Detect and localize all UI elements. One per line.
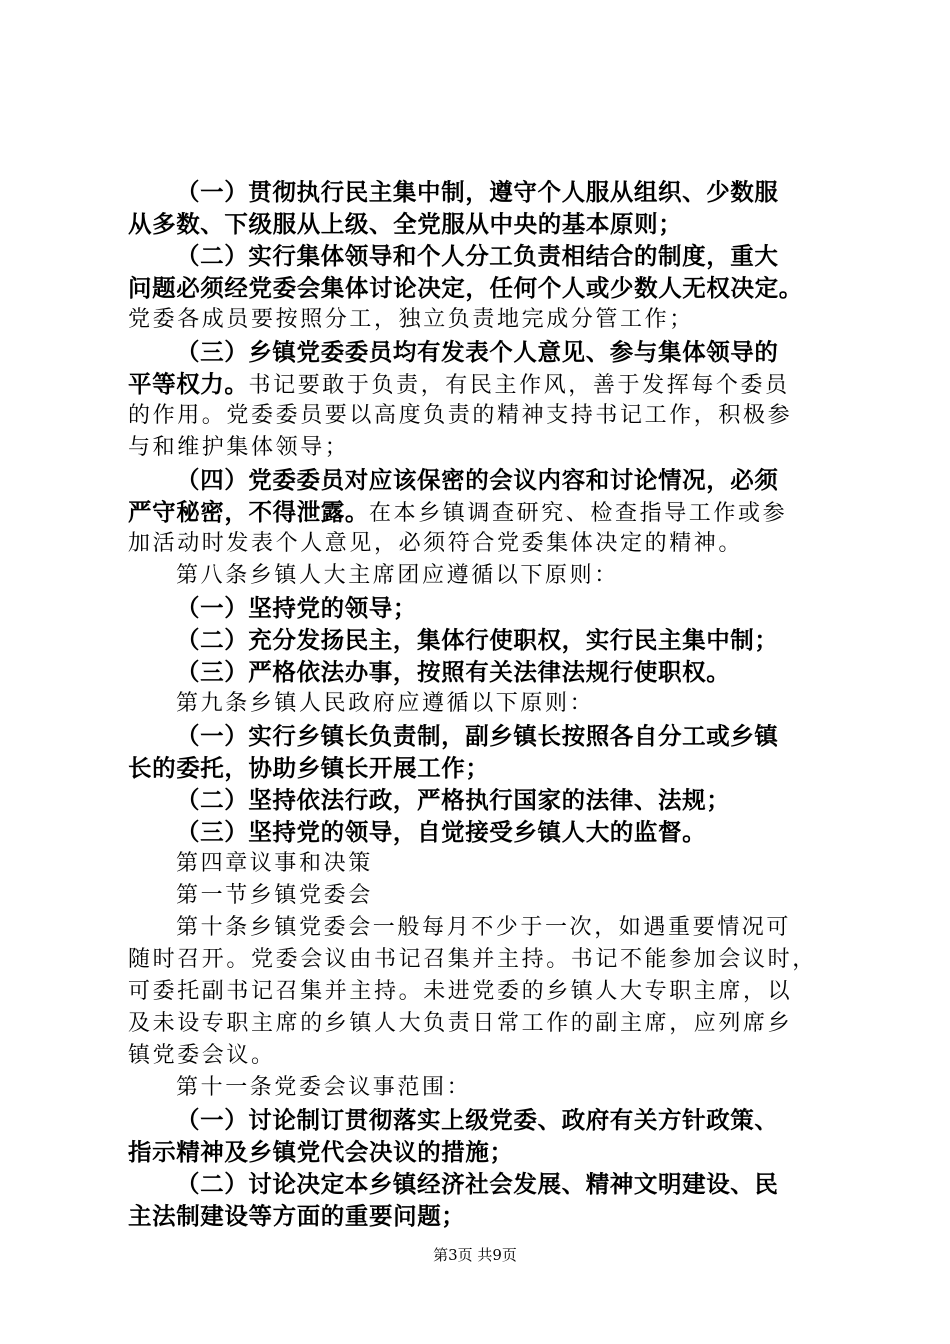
text-line-segment: 书记要敢于负责，有民主作风，善于发挥每个委员: [248, 373, 790, 398]
text-line: （二）实行集体领导和个人分工负责相结合的制度，重大: [176, 242, 779, 270]
text-line: （一）讨论制订贯彻落实上级党委、政府有关方针政策、: [176, 1106, 779, 1134]
text-line: （二）讨论决定本乡镇经济社会发展、精神文明建设、民: [176, 1170, 779, 1198]
text-line: [128, 496, 848, 528]
text-line: 第八条乡镇人大主席团应遵循以下原则：: [176, 563, 619, 588]
text-line: 及未设专职主席的乡镇人大负责日常工作的副主席，应列席乡: [128, 1011, 793, 1036]
text-line: （三）严格依法办事，按照有关法律法规行使职权。: [176, 658, 731, 686]
text-line: （三）乡镇党委委员均有发表个人意见、参与集体领导的: [176, 338, 779, 366]
text-line: 第十条乡镇党委会一般每月不少于一次，如遇重要情况可: [176, 915, 792, 940]
text-line: 加活动时发表个人意见，必须符合党委集体决定的精神。: [128, 531, 744, 556]
text-line: 第一节乡镇党委会: [176, 883, 373, 908]
text-line: 第九条乡镇人民政府应遵循以下原则：: [176, 691, 595, 716]
text-line: [128, 368, 848, 400]
text-line-segment: 在本乡镇调查研究、检查指导工作或参: [369, 501, 788, 526]
text-line: 问题必须经党委会集体讨论决定，任何个人或少数人无权决定。: [128, 274, 803, 302]
text-line: （二）坚持依法行政，严格执行国家的法律、法规；: [176, 786, 731, 814]
text-line: （二）充分发扬民主，集体行使职权，实行民主集中制；: [176, 626, 779, 654]
text-line-segment: 平等权力。: [128, 370, 249, 398]
text-line: 随时召开。党委会议由书记召集并主持。书记不能参加会议时，: [128, 947, 817, 972]
text-line: 指示精神及乡镇党代会决议的措施；: [128, 1138, 514, 1166]
document-body: [128, 176, 848, 1232]
text-line: 主法制建设等方面的重要问题；: [128, 1202, 466, 1230]
text-line: 党委各成员要按照分工，独立负责地完成分管工作；: [128, 307, 694, 332]
text-line: 镇党委会议。: [128, 1043, 276, 1068]
page-footer: 第3页 共9页: [433, 1246, 517, 1264]
text-line: 第四章议事和决策: [176, 851, 373, 876]
text-line: 第十一条党委会议事范围：: [176, 1075, 472, 1100]
text-line: （三）坚持党的领导，自觉接受乡镇人大的监督。: [176, 818, 707, 846]
text-line-segment: 严守秘密，不得泄露。: [128, 498, 369, 526]
text-line: （一）坚持党的领导；: [176, 594, 417, 622]
text-line: （一）实行乡镇长负责制，副乡镇长按照各自分工或乡镇: [176, 722, 779, 750]
text-line: 从多数、下级服从上级、全党服从中央的基本原则；: [128, 210, 683, 238]
text-line: 可委托副书记召集并主持。未进党委的乡镇人大专职主席，以: [128, 979, 793, 1004]
text-line: （四）党委委员对应该保密的会议内容和讨论情况，必须: [176, 466, 779, 494]
text-line: 的作用。党委委员要以高度负责的精神支持书记工作，积极参: [128, 403, 793, 428]
text-line: 与和维护集体领导；: [128, 435, 350, 460]
text-line: 长的委托，协助乡镇长开展工作；: [128, 754, 490, 782]
text-line: （一）贯彻执行民主集中制，遵守个人服从组织、少数服: [176, 178, 779, 206]
